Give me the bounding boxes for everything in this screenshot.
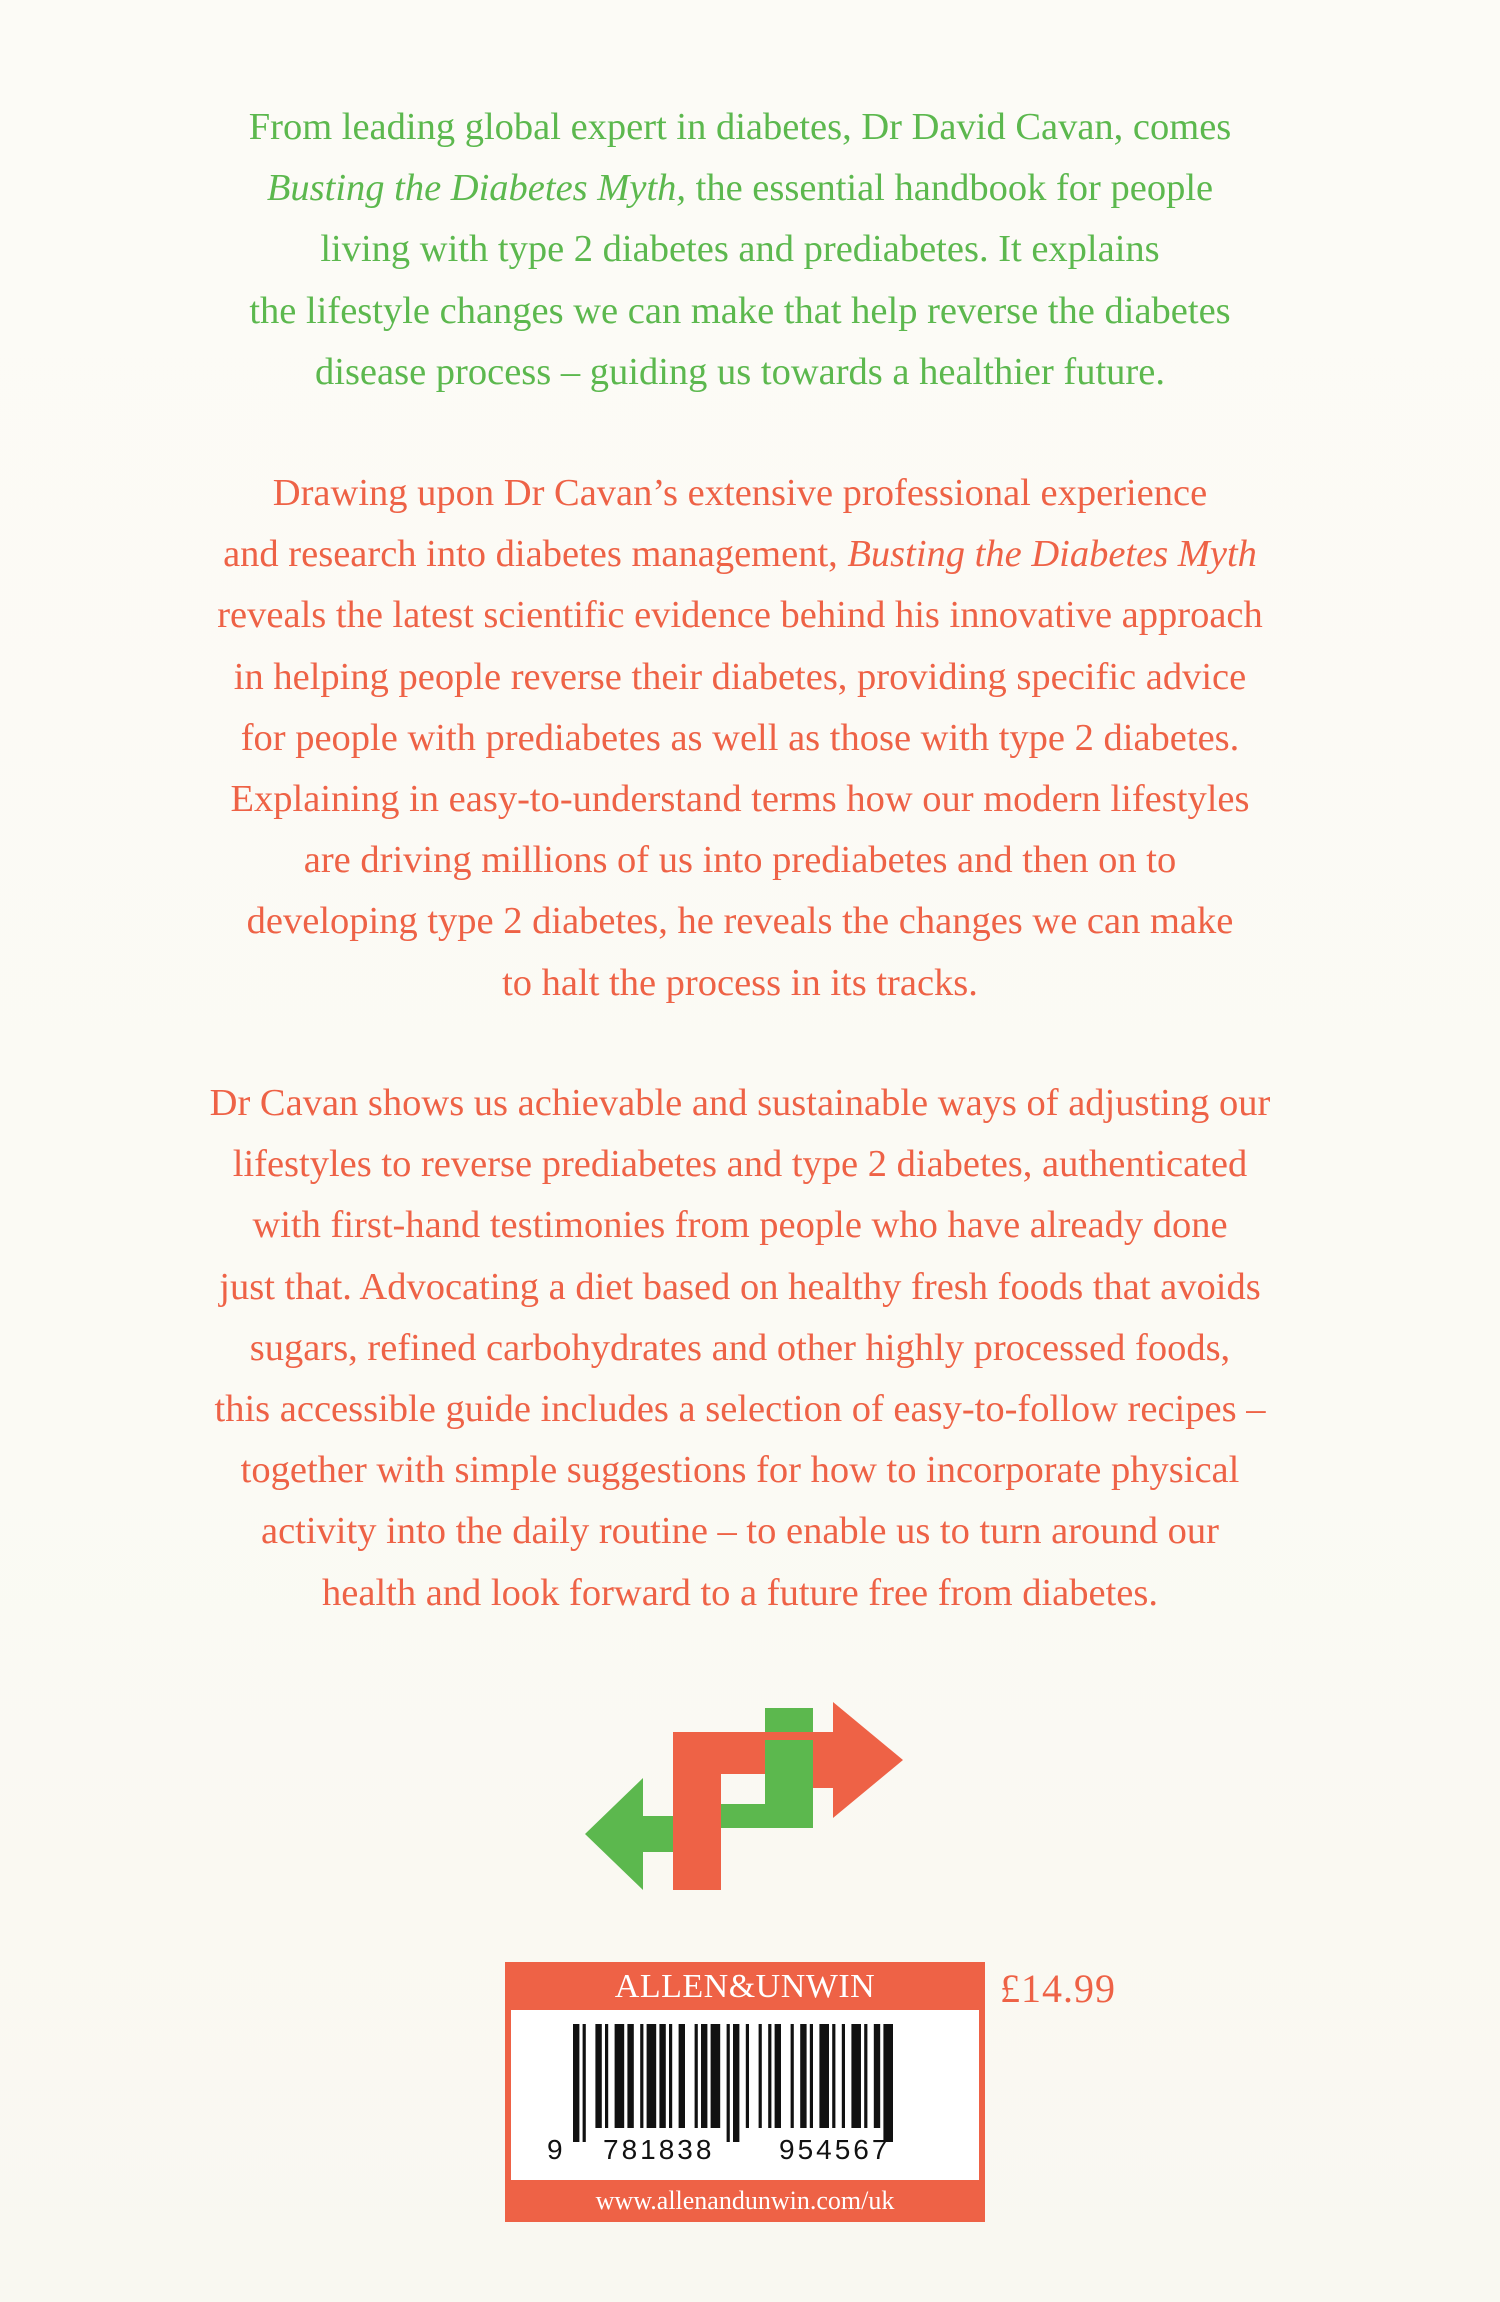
barcode-bar	[810, 2024, 813, 2128]
barcode-bar	[640, 2024, 643, 2128]
barcode-bar	[627, 2024, 633, 2128]
blurb-paragraph-lifestyle	[140, 1073, 1340, 1624]
isbn-group-left: 781838	[603, 2134, 715, 2165]
barcode-bar	[679, 2024, 685, 2128]
barcode-bar	[883, 2024, 893, 2142]
blurb-line: sugars, refined carbohydrates and other highly processed foods,	[249, 1326, 1231, 1369]
barcode-bar	[595, 2024, 601, 2128]
blurb-line: Dr Cavan shows us achievable and sustainable ways of adjusting our	[209, 1082, 1271, 1124]
blurb-line: this accessible guide includes a selection of easy-to-follow recipes –	[214, 1388, 1266, 1431]
price-label: £14.99	[1000, 1966, 1116, 2011]
barcode-bar	[851, 2024, 861, 2128]
blurb-line: Explaining in easy-to-understand terms how our modern lifestyles	[230, 778, 1250, 821]
blurb-line: reveals the latest scientific evidence behind his innovative approach	[217, 594, 1263, 637]
blurb-line: together with simple suggestions for how to incorporate physical	[240, 1449, 1240, 1492]
blurb-line: lifestyles to reverse prediabetes and type 2 diabetes, authenticated	[232, 1143, 1248, 1186]
blurb-line: for people with prediabetes as well as those with type 2 diabetes.	[240, 716, 1240, 759]
publisher-website: www.allenandunwin.com/uk	[595, 2186, 895, 2215]
blurb-line: in helping people reverse their diabetes, providing specific advice	[233, 655, 1247, 698]
barcode-bar	[727, 2024, 730, 2142]
blurb-line: living with type 2 diabetes and prediabetes. It explains	[320, 228, 1160, 271]
blurb-line-with-title	[140, 158, 1340, 219]
barcode-bar	[583, 2024, 586, 2142]
barcode-bar	[759, 2024, 762, 2128]
blurb-line: the lifestyle changes we can make that help reverse the diabetes	[249, 289, 1231, 332]
blurb-line: just that. Advocating a diet based on healthy fresh foods that avoids	[219, 1265, 1261, 1308]
blurb-line: are driving millions of us into prediabetes and then on to	[303, 839, 1177, 882]
green-overlay-icon	[765, 1740, 813, 1828]
book-title-italic: Busting the Diabetes Myth	[847, 533, 1257, 576]
barcode-bar	[768, 2024, 771, 2128]
barcode-bar	[605, 2024, 608, 2128]
blurb-line-rest: the essential handbook for people	[686, 167, 1214, 210]
blurb-line-with-title	[140, 524, 1340, 585]
barcode-bar	[746, 2024, 749, 2128]
blurb-paragraph-research	[140, 463, 1340, 1014]
barcode-bar	[791, 2024, 794, 2128]
barcode-bar	[733, 2024, 739, 2142]
isbn-group-right: 954567	[779, 2134, 891, 2165]
blurb-line: disease process – guiding us towards a healthier future.	[315, 350, 1165, 393]
barcode-bar	[775, 2024, 781, 2128]
barcode-bars-icon	[573, 2024, 953, 2142]
barcode-bar	[832, 2024, 835, 2128]
reverse-arrows-logo-icon	[585, 1700, 915, 1890]
barcode-label	[505, 1962, 985, 2222]
blurb-paragraph-intro	[140, 97, 1340, 403]
blurb-line: From leading global expert in diabetes, Dr David Cavan, comes	[248, 106, 1232, 148]
barcode-bar	[842, 2024, 845, 2128]
barcode-bar	[800, 2024, 806, 2128]
blurb-line: Drawing upon Dr Cavan’s extensive professional experience	[272, 472, 1208, 514]
book-title-italic: Busting the Diabetes Myth,	[266, 167, 687, 210]
barcode-bar	[669, 2024, 672, 2128]
barcode-bar	[659, 2024, 665, 2128]
blurb-line: with first-hand testimonies from people who have already done	[252, 1204, 1228, 1247]
barcode-bar	[864, 2024, 867, 2128]
blurb-line: health and look forward to a future free from diabetes.	[322, 1571, 1158, 1614]
barcode-bar	[711, 2024, 721, 2128]
blurb-line: developing type 2 diabetes, he reveals the changes we can make	[246, 900, 1234, 943]
barcode-panel	[511, 2010, 979, 2180]
blurb-line: activity into the daily routine – to enable us to turn around our	[260, 1510, 1219, 1553]
isbn-lead-digit: 9	[547, 2134, 563, 2165]
barcode-bar	[874, 2024, 880, 2128]
blurb-line-start: and research into diabetes management,	[223, 533, 848, 576]
publisher-name: ALLEN&UNWIN	[614, 1968, 876, 2005]
barcode-bar	[573, 2024, 579, 2142]
barcode-bar	[615, 2024, 625, 2128]
barcode-bar	[695, 2024, 698, 2128]
barcode-bar	[819, 2024, 829, 2128]
blurb-line: to halt the process in its tracks.	[502, 961, 978, 1004]
barcode-bar	[701, 2024, 707, 2128]
barcode-bar	[647, 2024, 657, 2128]
